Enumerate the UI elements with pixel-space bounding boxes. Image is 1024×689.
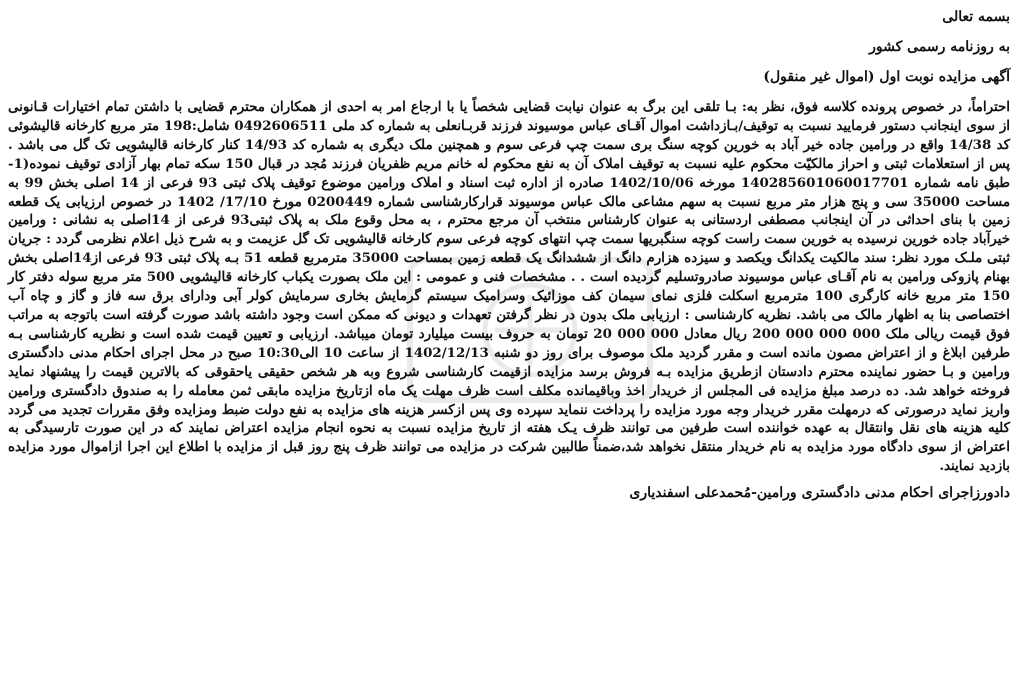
notice-document — [8, 8, 1010, 502]
basmala: بسمه تعالی — [942, 9, 1010, 25]
signature-line: دادورزاجرای احکام مدنی دادگستری ورامین-مُحمدعلی اسفندیاری — [629, 485, 1010, 502]
notice-body: احتراماً، در خصوص پرونده کلاسه فوق، نظر به: بـا تلقی این برگ به عنوان نیابت قضایی شخصاً یا با ارجاع امر به احدی از همکاران محترم قضایی با داشتن تمام اختیارات قـانونی از سوی اینجانب دستور فرمایید نسبت به توقیف/بـازداشت اموال آقـای عباس موسیوند فرزند قربـانعلی به شماره کد ملی 0492606511 شامل:198 متر مربع کارخانه قالیشوئی کد 14/38 واقع در ورامین جاده خیر آباد به خورین کوچه سنگ بری سمت چپ فرعی سوم و همچنین ملک دیگری به شماره کد 14/93 کنار کارخانه قالیشویی تک گل می باشد . پس از استعلامات ثبتی و احراز مالکیّت محکوم علیه نسبت به توقیف املاک آن به نفع محکوم له خانم مریم ظفریان فرزند مُجد در قبال 150 سکه تمام بهار آزادی توقیف نموده(1- طبق نامه شماره 140285601060017701 مورخه 1402/10/06 صادره از اداره ثبت اسناد و املاک ورامین موضوع توقیف پلاک ثبتی 93 فرعی از 14 اصلی بخش 99 به مساحت 35000 سی و پنج هزار متر مربع نسبت به سهم مشاعی مالک عباس موسیوند قرارکارشناسی شماره 0200449 مورخ 17/10/ 1402 در خصوص ارزیابی یک قطعه زمین با بنای احداثی در آن اینجانب مصطفی اردستانی به عنوان کارشناس منتخب آن مرجع محترم ، به محل وقوع ملک به پلاک ثبتی93 فرعی از 14اصلی به نشانی : ورامین خیرآباد جاده خورین نرسیده به خورین سمت راست کوچه سنگبریها سمت چپ انتهای کوچه فرعی سوم کارخانه قالیشویی تک گل عزیمت و به شرح ذیل اعلام نظرمی گردد : جریان ثبتی ملـک مورد نظر: سند مالکیت یکدانگ ویکصد و سیزده هزارم دانگ از ششدانگ یک قطعه زمین بمساحت 35000 مترمربع قطعه 51 بـه پلاک ثبتی 93 فرعی از14اصلی بخش بهنام پازوکی ورامین به نام آقـای عباس موسیوند صادروتسلیم گردیده است . . مشخصات فنی و عمومی : این ملک بصورت یکباب کارخانه قالیشویی 500 متر مربع سوله دفتر کار 150 متر مربع خانه کارگری 100 مترمربع اسکلت فلزی نمای سیمان کف موزائیک وسرامیک سیستم گرمایش بخاری سرمایش کولر آبی ودارای برق سه فاز و گاز و چاه آب اختصاصی بنا به اظهار مالک می باشد. نظریه کارشناسی : ارزیابی ملک بدون در نظر گرفتن تعهدات و دیونی که ممکن است وجود داشته باشد صورت گرفته است باتوجه به مراتب فوق قیمت ریالی ملک 000 000 000 200 ریال معادل 000 000 20 تومان به حروف بیست میلیارد تومان میباشد. ارزیابی و تعیین قیمت شده است و نظریه کارشناسی بـه طرفین ابلاغ و از اعتراض مصون مانده است و مقرر گردید ملک موصوف برای روز دو شنبه 1402/12/13 از ساعت 10 الی10:30 صبح در محل اجرای احکام مدنی دادگستری ورامین و بـا حضور نماینده محترم دادستان ازطریق مزایده بـه فروش برسد مزایده ازقیمت کارشناسی شروع وبه هر شخص حقیقی یاحقوقی که بالاترین قیمت را پیشنهاد نماید فروخته خواهد شد. ده درصد مبلغ مزایده فی المجلس از خریدار اخذ وباقیمانده مکلف است ظرف مهلت یک ماه ازتاریخ مزایده مابقی ثمن معامله را به صندوق دادگستری ورامین واریز نماید درصورتی که درمهلت مقرر خریدار وجه مورد مزایده را پرداخت ننماید سپرده وی پس ازکسر هزینه های مزایده به نفع دولت ضبط ومزایده وفق مقررات تجدید می گردد کلیه هزینه های نقل وانتقال به عهده خواننده است طرفین می توانند ظرف یـک هفته از تاریخ مزایده نسبت به نحوه انجام مزایده اعتراض نمایند که در این صورت تارسیدگی به اعتراض از سوی دادگاه مورد مزایده به نام خریدار منتقل نخواهد شد،ضمناً طالبین شرکت در مزایده می توانند ظرف پنج روز قبل از مزایده با اطلاع این اجرا ازاموال مورد مزایده بازدید نمایند. — [8, 99, 1011, 475]
notice-title: آگهی مزایده نوبت اول (اموال غیر منقول) — [763, 69, 1010, 85]
recipient-line: به روزنامه رسمی کشور — [869, 39, 1010, 55]
